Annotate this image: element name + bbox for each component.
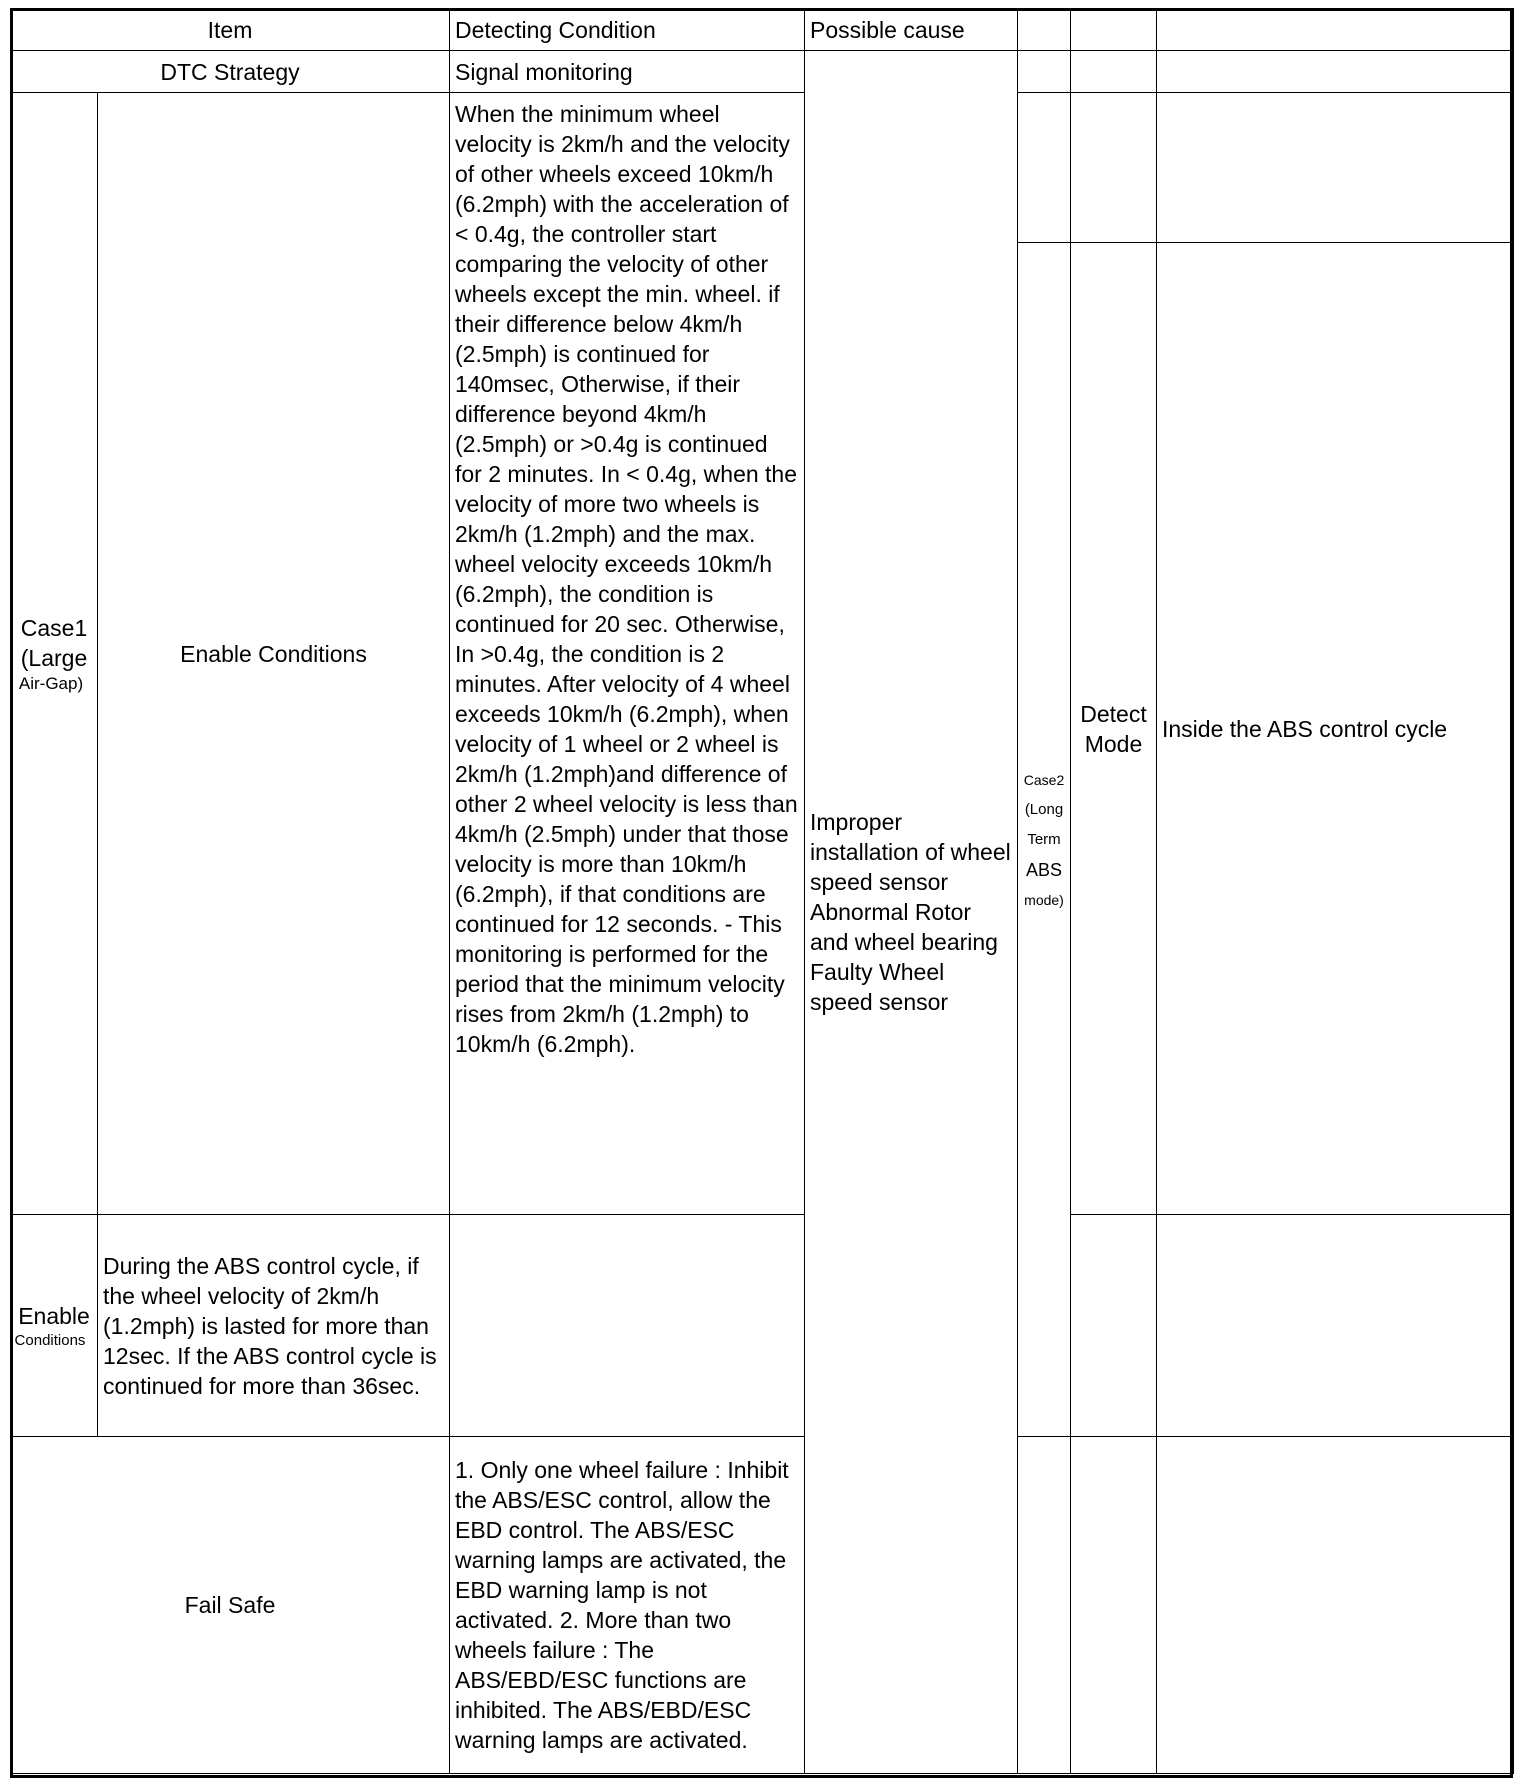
detect-mode-label: Detect Mode	[1071, 243, 1157, 1215]
header-empty-3	[1157, 9, 1514, 51]
right-empty-b2	[1071, 93, 1157, 243]
case2-line5: mode)	[1024, 891, 1064, 908]
dtc-strategy-value: Signal monitoring	[450, 51, 805, 93]
case1-row-top	[11, 93, 1514, 243]
case1-detect-text: When the minimum wheel velocity is 2km/h and the velocity of other wheels exceed 10km/h (6.2mph) with the acceleration of < 0.4g, the controller start comparing the velocity of other wheels except the min. wheel. if their difference below 4km/h (2.5mph) is continued for 140msec, Otherwise, if their difference beyond 4km/h (2.5mph) or >0.4g is continued for 2 minutes. In < 0.4g, when the velocity of more two wheels is 2km/h (1.2mph) and the max. wheel velocity exceeds 10km/h (6.2mph), the condition is continued for 20 sec. Otherwise, In >0.4g, the condition is 2 minutes. After velocity of 4 wheel exceeds 10km/h (6.2mph), when velocity of 1 wheel or 2 wheel is 2km/h (1.2mph)and difference of other 2 wheel velocity is less than 4km/h (2.5mph) under that those velocity is more than 10km/h (6.2mph), if that conditions are continued for 12 seconds. - This monitoring is performed for the period that the minimum velocity rises from 2km/h (1.2mph) to 10km/h (6.2mph).	[450, 93, 805, 1215]
header-item: Item	[11, 9, 450, 51]
dtc-strategy-row	[11, 51, 1514, 93]
case2-detect-empty	[450, 1215, 805, 1437]
header-row	[11, 9, 1514, 51]
right-empty-a1	[1018, 51, 1071, 93]
case2-line1: Case2	[1023, 771, 1065, 788]
right-empty-a2	[1071, 51, 1157, 93]
case2-enable-row	[11, 1215, 1514, 1437]
case1-label-line3: Air-Gap)	[18, 673, 84, 693]
detect-mode-value: Inside the ABS control cycle	[1157, 243, 1514, 1215]
case2-enable-line2: Conditions	[14, 1331, 86, 1349]
case2-enable-text: During the ABS control cycle, if the wheel velocity of 2km/h (1.2mph) is lasted for more than 12sec. If the ABS control cycle is continued for more than 36sec.	[98, 1215, 450, 1437]
header-empty-1	[1018, 9, 1071, 51]
right-empty-a3	[1157, 51, 1514, 93]
case2-line4: ABS	[1025, 859, 1063, 880]
right-empty-b3	[1157, 93, 1514, 243]
right-empty-c3	[1157, 1215, 1514, 1437]
right-empty-c2	[1071, 1215, 1157, 1437]
case1-label	[11, 93, 98, 1215]
fail-safe-text: 1. Only one wheel failure : Inhibit the ABS/ESC control, allow the EBD control. The ABS/ESC warning lamps are activated, the EBD warning lamp is not activated. 2. More than two wheels failure : The ABS/EBD/ESC functions are inhibited. The ABS/EBD/ESC warning lamps are activated.	[450, 1437, 805, 1774]
case2-enable-line1: Enable	[18, 1302, 90, 1329]
case1-label-line1: Case1	[20, 614, 88, 641]
header-empty-2	[1071, 9, 1157, 51]
dtc-strategy-label: DTC Strategy	[11, 51, 450, 93]
case1-label-line2: (Large	[20, 644, 88, 671]
right-empty-b1	[1018, 93, 1071, 243]
right-empty-d3	[1157, 1437, 1514, 1774]
header-detecting-condition: Detecting Condition	[450, 9, 805, 51]
fail-safe-label: Fail Safe	[11, 1437, 450, 1774]
case2-line2: (Long	[1024, 800, 1064, 818]
right-empty-d2	[1071, 1437, 1157, 1774]
right-empty-d1	[1018, 1437, 1071, 1774]
case1-enable-label: Enable Conditions	[98, 93, 450, 1215]
case2-enable-label	[11, 1215, 98, 1437]
fail-safe-row	[11, 1437, 1514, 1774]
case2-label	[1018, 243, 1071, 1437]
dtc-table	[10, 8, 1514, 1774]
possible-cause-text: Improper installation of wheel speed sensor Abnormal Rotor and wheel bearing Faulty Wheel speed sensor	[805, 51, 1018, 1774]
case2-line3: Term	[1027, 830, 1061, 848]
header-possible-cause: Possible cause	[805, 9, 1018, 51]
